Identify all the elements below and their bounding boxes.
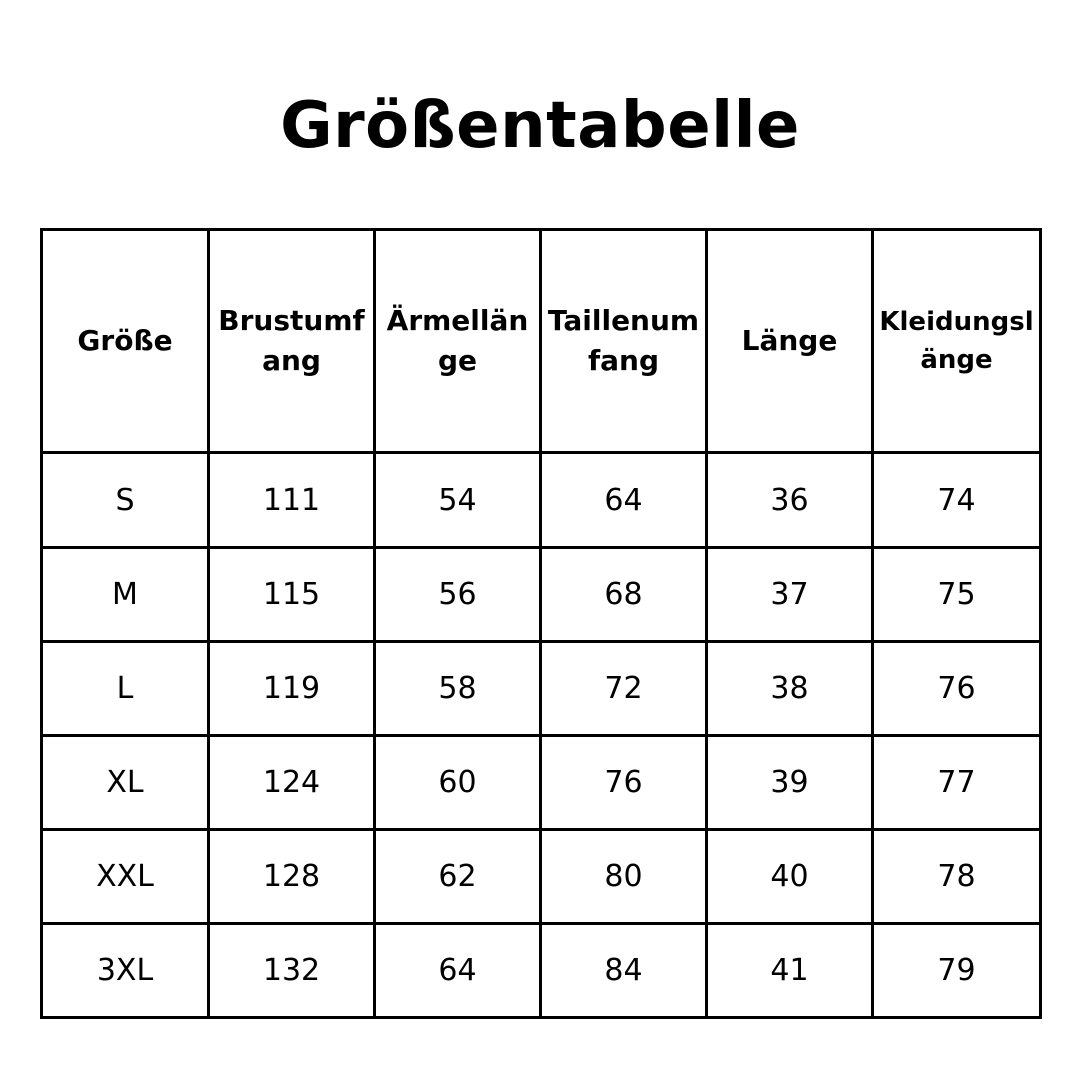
table-header [42, 230, 1041, 453]
table-cell: 54 [375, 453, 541, 548]
table-row [42, 736, 1041, 830]
table-cell: 80 [541, 830, 707, 924]
table-cell: XL [42, 736, 209, 830]
table-cell: M [42, 548, 209, 642]
table-cell: 111 [209, 453, 375, 548]
table-row [42, 642, 1041, 736]
table-cell: 40 [707, 830, 873, 924]
column-header-sleeve: Ärmellänge [375, 230, 541, 453]
table-cell: 74 [873, 453, 1041, 548]
table-row [42, 453, 1041, 548]
column-header-size: Größe [42, 230, 209, 453]
table-cell: 76 [873, 642, 1041, 736]
header-row [42, 230, 1041, 453]
table-row [42, 548, 1041, 642]
table-body [42, 453, 1041, 1018]
table-cell: 41 [707, 924, 873, 1018]
table-cell: 39 [707, 736, 873, 830]
column-header-waist: Taillenumfang [541, 230, 707, 453]
table-cell: 56 [375, 548, 541, 642]
table-cell: 72 [541, 642, 707, 736]
table-cell: 75 [873, 548, 1041, 642]
table-cell: 78 [873, 830, 1041, 924]
table-cell: 124 [209, 736, 375, 830]
size-table [40, 228, 1042, 1019]
table-cell: 64 [541, 453, 707, 548]
table-cell: XXL [42, 830, 209, 924]
column-header-garment-length: Kleidungslänge [873, 230, 1041, 453]
table-cell: 36 [707, 453, 873, 548]
table-cell: 37 [707, 548, 873, 642]
page-title: Größentabelle [280, 89, 800, 163]
table-cell: 68 [541, 548, 707, 642]
table-cell: 62 [375, 830, 541, 924]
table-cell: 77 [873, 736, 1041, 830]
table-cell: 38 [707, 642, 873, 736]
table-cell: 115 [209, 548, 375, 642]
table-cell: 79 [873, 924, 1041, 1018]
table-cell: 132 [209, 924, 375, 1018]
table-cell: 128 [209, 830, 375, 924]
table-cell: L [42, 642, 209, 736]
table-row [42, 830, 1041, 924]
table-cell: 64 [375, 924, 541, 1018]
column-header-length: Länge [707, 230, 873, 453]
table-cell: 3XL [42, 924, 209, 1018]
table-cell: 119 [209, 642, 375, 736]
table-cell: 84 [541, 924, 707, 1018]
column-header-chest: Brustumfang [209, 230, 375, 453]
table-cell: 58 [375, 642, 541, 736]
table-cell: S [42, 453, 209, 548]
table-cell: 76 [541, 736, 707, 830]
table-cell: 60 [375, 736, 541, 830]
table-row [42, 924, 1041, 1018]
